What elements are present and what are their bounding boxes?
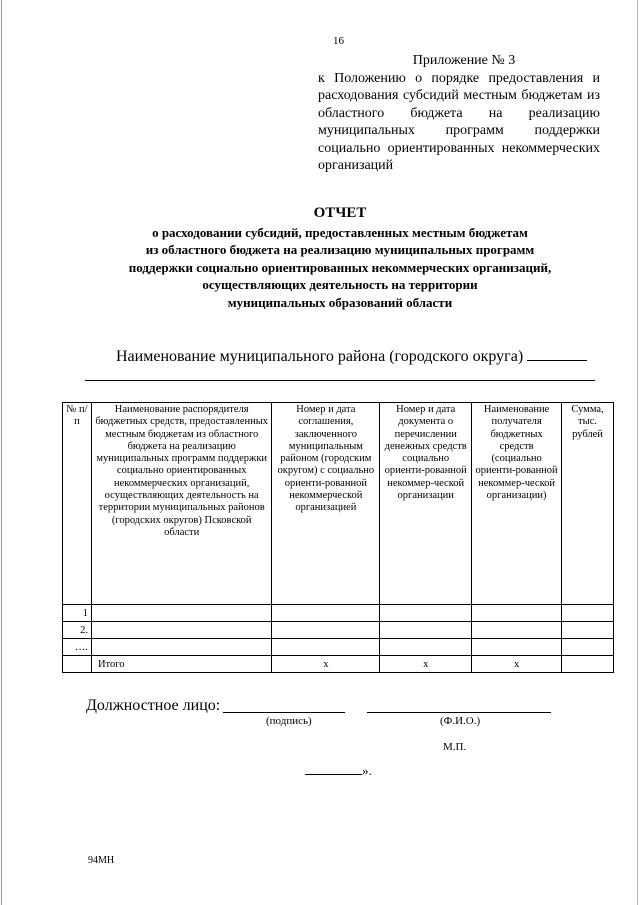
table-cell[interactable] (380, 622, 472, 639)
table-cell: 2. (63, 622, 92, 639)
table-cell[interactable] (91, 605, 272, 622)
date-line (305, 762, 372, 779)
table-cell[interactable] (472, 622, 562, 639)
page-number: 16 (333, 35, 344, 47)
report-header (60, 205, 620, 311)
table-cell[interactable] (91, 622, 272, 639)
total-amount-cell[interactable] (562, 656, 614, 673)
table-cell: x (472, 656, 562, 673)
total-label: Итого (91, 656, 272, 673)
col-header-agreement: Номер и дата соглашения, заключенного муниципальным районом (городским округом) с социально ориенти-рованной некоммерческой организацией (272, 403, 380, 605)
appendix-title: Приложение № 3 (412, 53, 516, 68)
date-blank[interactable] (305, 762, 362, 775)
municipality-continuation-line[interactable] (85, 380, 595, 381)
table-row (63, 605, 614, 622)
table-cell[interactable] (272, 639, 380, 656)
signature-line[interactable] (223, 712, 345, 713)
table-cell: x (272, 656, 380, 673)
col-header-number: № п/п (63, 403, 92, 605)
table-cell[interactable] (472, 605, 562, 622)
appendix-body: к Положению о порядке предоставления и расходования субсидий местным бюджетам из областного бюджета на реализацию муниципальных программ поддержки социально ориентированных некоммерческих организаций (318, 70, 600, 173)
table-cell[interactable] (91, 639, 272, 656)
date-suffix: ». (362, 763, 372, 778)
municipality-blank[interactable] (527, 346, 587, 361)
report-subtitle-line: осуществляющих деятельность на территории (202, 277, 478, 292)
table-cell[interactable] (562, 605, 614, 622)
table-total-row (63, 656, 614, 673)
footer-code: 94МН (88, 855, 115, 866)
col-header-amount: Сумма, тыс. рублей (562, 403, 614, 605)
table-row (63, 639, 614, 656)
report-subtitle-line: о расходовании субсидий, предоставленных местным бюджетам (152, 224, 528, 240)
table-cell (63, 656, 92, 673)
signature-caption: (подпись) (266, 715, 312, 727)
col-header-manager: Наименование распорядителя бюджетных средств, предоставленных местным бюджетам из областного бюджета на реализацию муниципальных программ поддержки социально ориентированных некоммерческих организаций, осуществляющих деятельность на территории муниципальных районов (городских округов) Псковской области (91, 403, 272, 605)
table-cell[interactable] (272, 605, 380, 622)
scan-edge-left (1, 0, 2, 905)
table-cell: x (380, 656, 472, 673)
scan-edge-right (637, 0, 638, 905)
table-row (63, 622, 614, 639)
report-subtitle-line: муниципальных образований области (227, 294, 453, 310)
municipality-label: Наименование муниципального района (городского округа) (116, 348, 524, 365)
table-cell: …. (63, 639, 92, 656)
appendix-block (318, 52, 600, 175)
official-label: Должностное лицо: (86, 697, 221, 714)
municipality-field (116, 346, 587, 366)
table-cell[interactable] (380, 639, 472, 656)
name-line[interactable] (367, 712, 551, 713)
table-cell[interactable] (272, 622, 380, 639)
report-title: ОТЧЕТ (313, 205, 367, 221)
report-subtitle-line: из областного бюджета на реализацию муниципальных программ (145, 242, 535, 257)
table-cell[interactable] (562, 622, 614, 639)
col-header-payment-document: Номер и дата документа о перечислении денежных средств социально ориенти-рованной некоммер-ческой организации (380, 403, 472, 605)
table-cell[interactable] (380, 605, 472, 622)
report-subtitle-line: поддержки социально ориентированных некоммерческих организаций, (128, 259, 552, 275)
table-cell[interactable] (472, 639, 562, 656)
table-cell: 1 (63, 605, 92, 622)
report-table (62, 402, 614, 673)
table-header-row (63, 403, 614, 605)
name-caption: (Ф.И.О.) (440, 715, 481, 727)
table-cell[interactable] (562, 639, 614, 656)
stamp-placeholder: М.П. (443, 741, 467, 753)
col-header-recipient: Наименование получателя бюджетных средств (социально ориенти-рованной некоммер-ческой организации) (472, 403, 562, 605)
